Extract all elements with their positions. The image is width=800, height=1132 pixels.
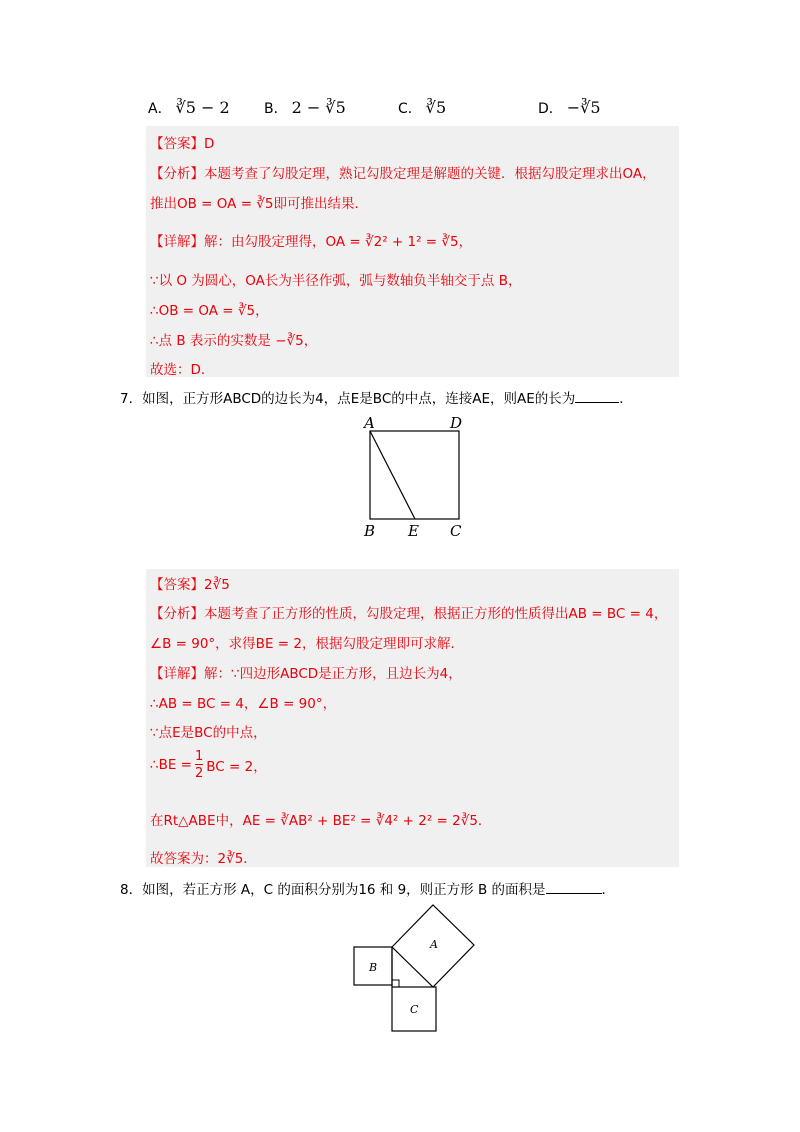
q7-analysis-line2: ∠B = 90°，求得BE = 2，根据勾股定理即可求解． — [150, 636, 464, 652]
q6-detail-line4: ∴点 B 表示的实数是 −∛5， — [150, 333, 318, 349]
q7-answer-box — [146, 569, 679, 867]
q7-detail-line5: 在Rt△ABE中，AE = ∛AB² + BE² = ∛4² + 2² = 2∛5． — [150, 813, 492, 829]
q6-answer: 【答案】D — [150, 136, 215, 152]
q8-question: 8．如图，若正方形 A，C 的面积分别为16 和 9，则正方形 B 的面积是 ． — [120, 878, 615, 898]
q8-answer-blank[interactable] — [546, 879, 602, 894]
option-a-expr: ∛5 − 2 — [175, 98, 230, 117]
q7-detail-line3: ∵点E是BC的中点， — [150, 725, 267, 741]
q7-analysis-line1: 【分析】本题考查了正方形的性质，勾股定理，根据正方形的性质得出AB = BC = 4， — [150, 606, 668, 622]
label-b: B — [364, 522, 376, 540]
fraction-one-half: $\frac{1}{2}$ — [194, 749, 204, 781]
right-angle-mark — [392, 980, 399, 987]
label-square-c: C — [410, 1003, 419, 1016]
option-a: A． ∛5 − 2 — [148, 98, 230, 117]
q6-analysis-line2: 推出OB = OA = ∛5即可推出结果． — [150, 196, 368, 212]
q6-detail-line3: ∴OB = OA = ∛5， — [150, 303, 269, 319]
q6-detail-line1: 【详解】解：由勾股定理得，OA = ∛2² + 1² = ∛5， — [150, 234, 473, 250]
q7-question: 7．如图，正方形ABCD的边长为4，点E是BC的中点，连接AE，则AE的长为 ． — [120, 387, 633, 407]
label-square-b: B — [369, 961, 378, 974]
option-b: B． 2 − ∛5 — [264, 98, 346, 117]
q7-answer-blank[interactable] — [575, 388, 619, 403]
label-c: C — [450, 522, 462, 540]
q6-answer-box — [146, 126, 679, 377]
option-d: D． −∛5 — [538, 98, 601, 117]
q7-detail-line1: 【详解】解：∵四边形ABCD是正方形，且边长为4， — [150, 666, 462, 682]
q7-answer: 【答案】2∛5 — [150, 577, 230, 593]
q6-detail-line2: ∵以 O 为圆心，OA长为半径作弧，弧与数轴负半轴交于点 B， — [150, 273, 522, 289]
q7-detail-line4: ∴BE = $\frac{1}{2}$ BC = 2， — [150, 749, 267, 781]
q7-detail-line2: ∴AB = BC = 4，∠B = 90°， — [150, 696, 337, 712]
q6-detail-line5: 故选：D． — [150, 362, 215, 378]
option-d-expr: −∛5 — [566, 98, 601, 117]
q7-detail-line6: 故答案为：2∛5． — [150, 851, 257, 867]
label-d: D — [450, 414, 463, 432]
segment-ae — [370, 431, 415, 519]
option-c: C． ∛5 — [398, 98, 447, 117]
q6-analysis-line1: 【分析】本题考查了勾股定理，熟记勾股定理是解题的关键．根据勾股定理求出OA， — [150, 166, 656, 182]
option-b-expr: 2 − ∛5 — [291, 98, 346, 117]
q8-figure — [350, 900, 480, 1035]
option-c-expr: ∛5 — [425, 98, 447, 117]
label-a: A — [364, 414, 375, 432]
q7-figure — [355, 412, 475, 542]
label-e: E — [408, 522, 419, 540]
square-abcd — [370, 431, 459, 519]
label-square-a: A — [430, 938, 438, 951]
